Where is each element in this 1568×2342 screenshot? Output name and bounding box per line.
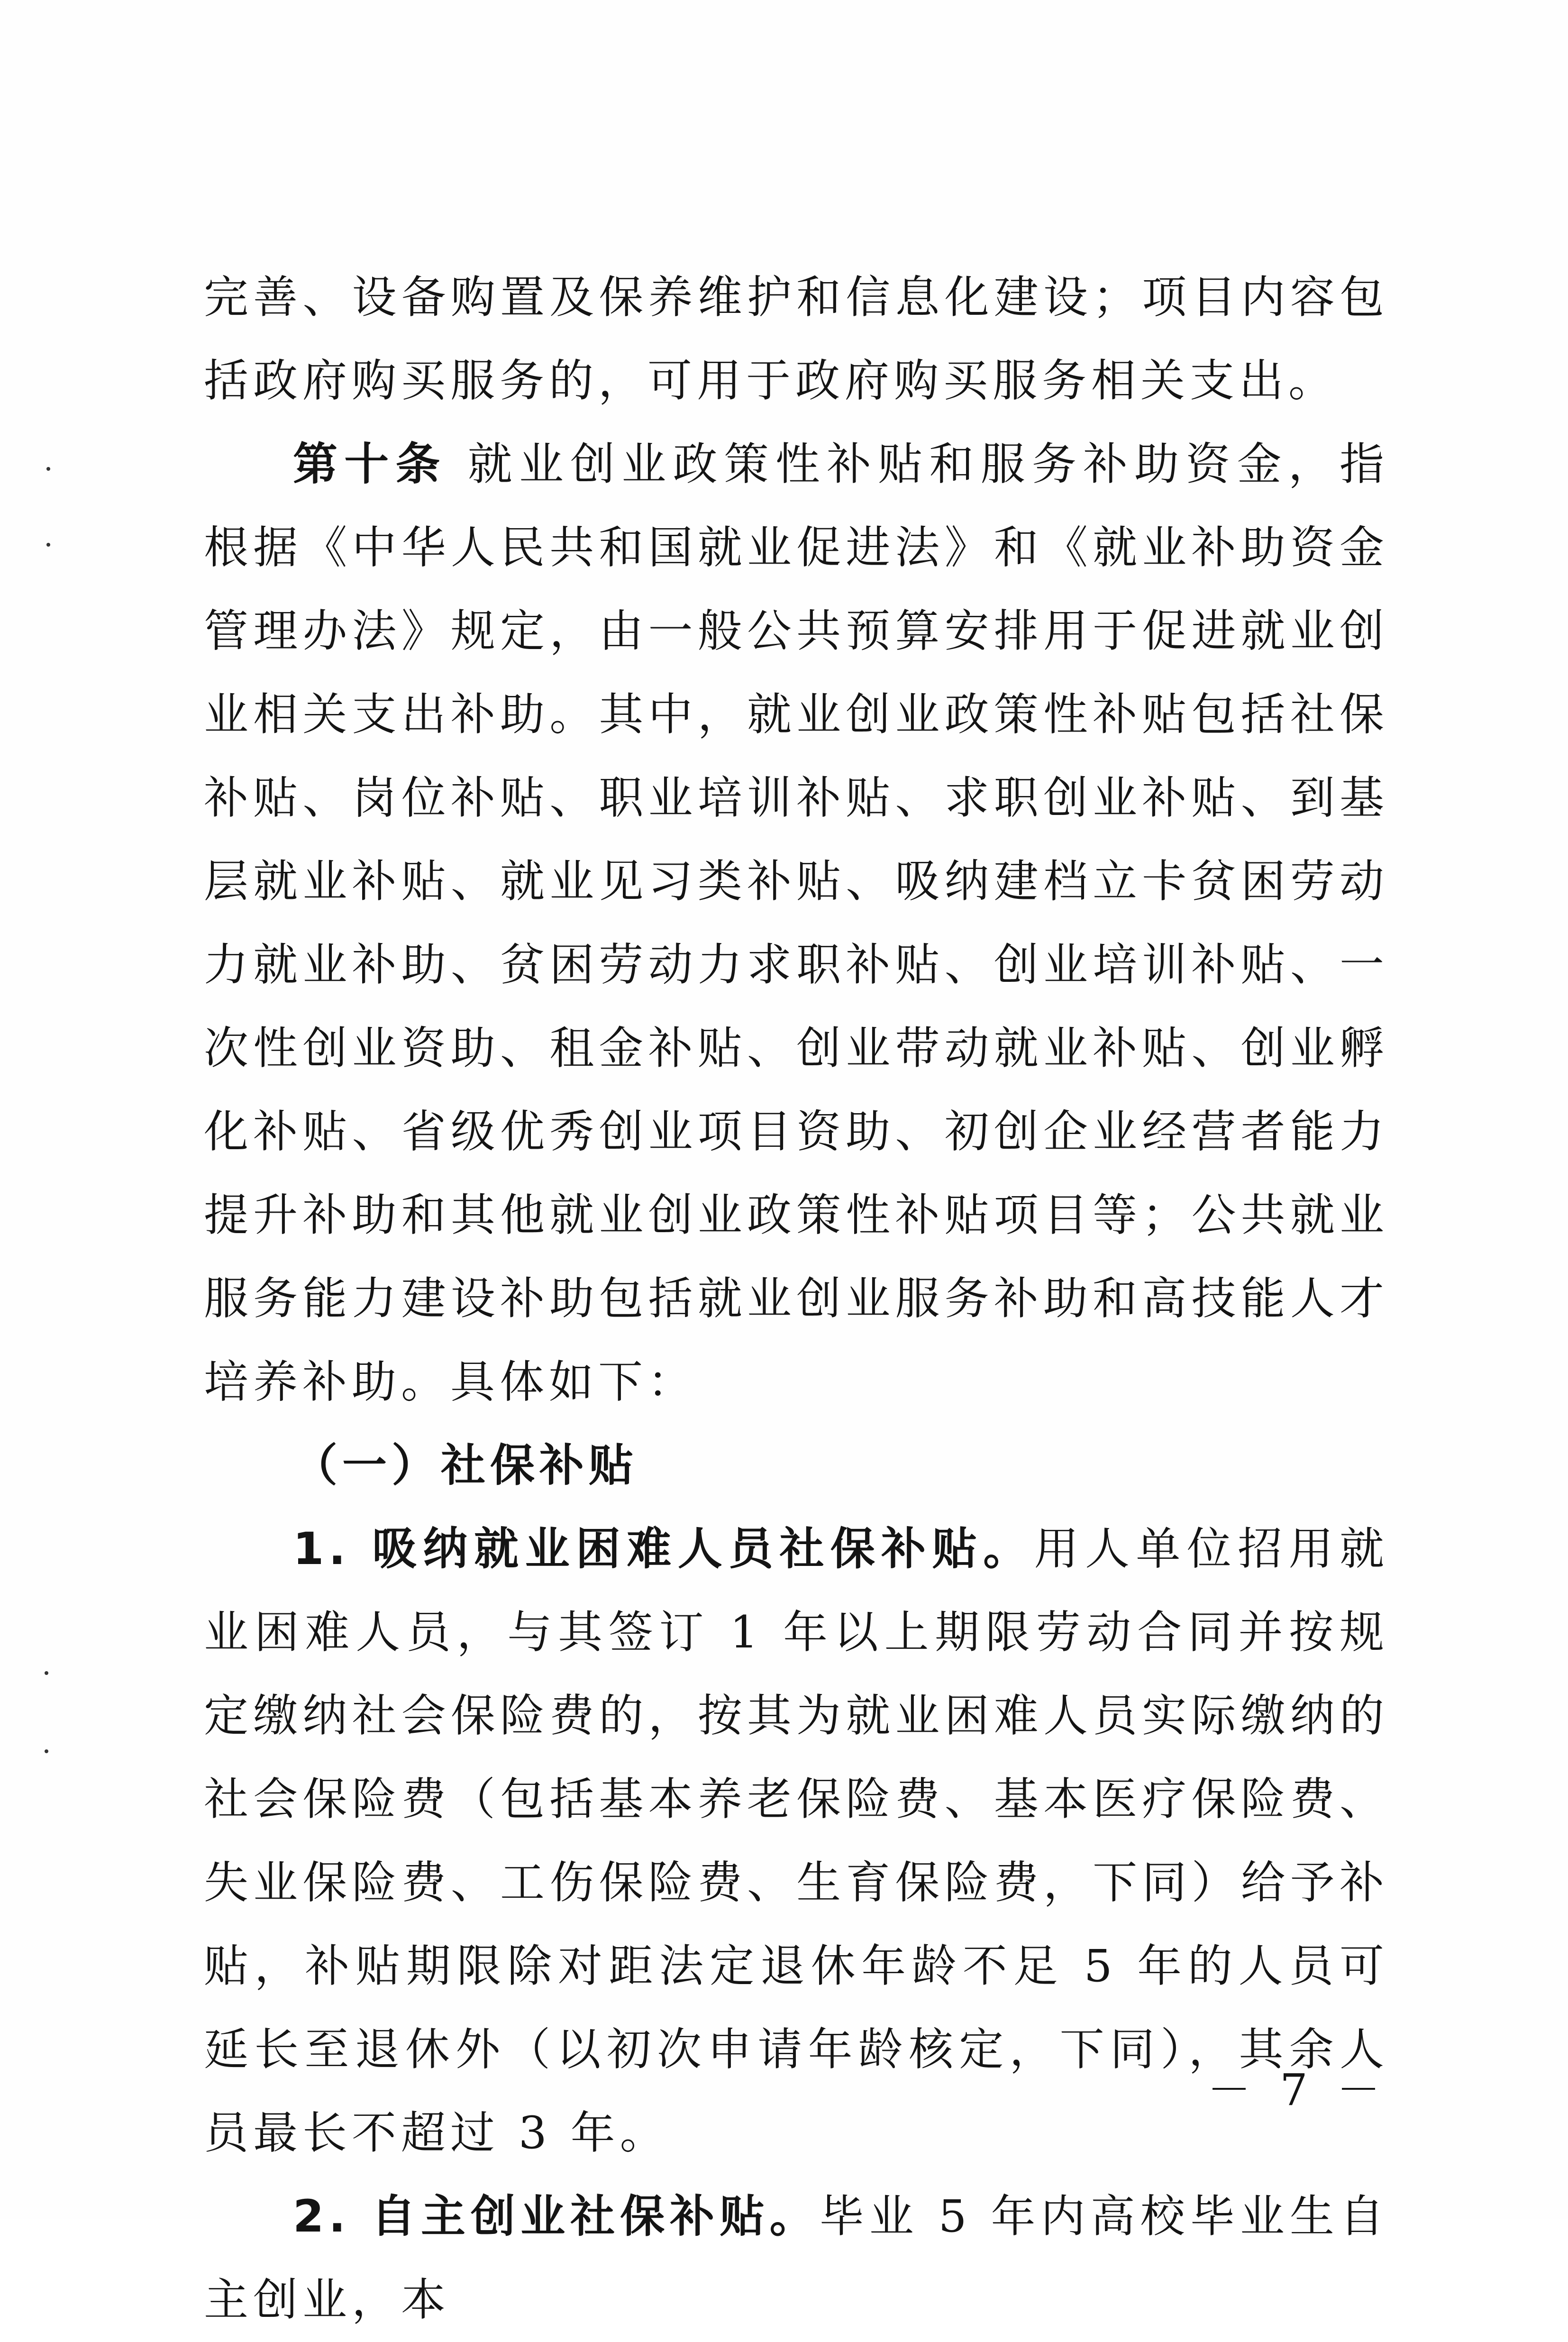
page-number: － 7 － [1207,2065,1388,2115]
document-body [204,256,1389,2342]
section-heading-social-insurance: （一）社保补贴 [293,1440,638,1491]
paragraph-continuation: 完善、设备购置及保养维护和信息化建设；项目内容包括政府购买服务的，可用于政府购买服务相关支出。 [204,272,1389,407]
article-ten-heading: 第十条 [293,439,447,490]
item-1-body: 用人单位招用就业困难人员，与其签订 1 年以上期限劳动合同并按规定缴纳社会保险费的，按其为就业困难人员实际缴纳的社会保险费（包括基本养老保险费、基本医疗保险费、失业保险费、工伤保险费、生育保险费，下同）给予补贴，补贴期限除对距法定退休年龄不足 5 年的人员可延长至退休外（以初次申请年龄核定，下同），其余人员最长不超过 3 年。 [204,1523,1389,2159]
article-ten [204,423,1389,1424]
item-2 [204,2175,1389,2342]
scan-mark [45,1749,48,1753]
scan-mark [45,1671,48,1675]
scan-mark [46,543,50,547]
scan-mark [46,467,50,471]
item-2-body: 毕业 5 年内高校毕业生自主创业，本 [204,2191,1389,2326]
article-ten-body: 就业创业政策性补贴和服务补助资金，指根据《中华人民共和国就业促进法》和《就业补助资金管理办法》规定，由一般公共预算安排用于促进就业创业相关支出补助。其中，就业创业政策性补贴包括社保补贴、岗位补贴、职业培训补贴、求职创业补贴、到基层就业补贴、就业见习类补贴、吸纳建档立卡贫困劳动力就业补助、贫困劳动力求职补贴、创业培训补贴、一次性创业资助、租金补贴、创业带动就业补贴、创业孵化补贴、省级优秀创业项目资助、初创企业经营者能力提升补助和其他就业创业政策性补贴项目等；公共就业服务能力建设补助包括就业创业服务补助和高技能人才培养补助。具体如下： [204,439,1389,1408]
item-2-title: 2. 自主创业社保补贴。 [293,2191,820,2242]
item-1-title: 1. 吸纳就业困难人员社保补贴。 [293,1523,1034,1575]
